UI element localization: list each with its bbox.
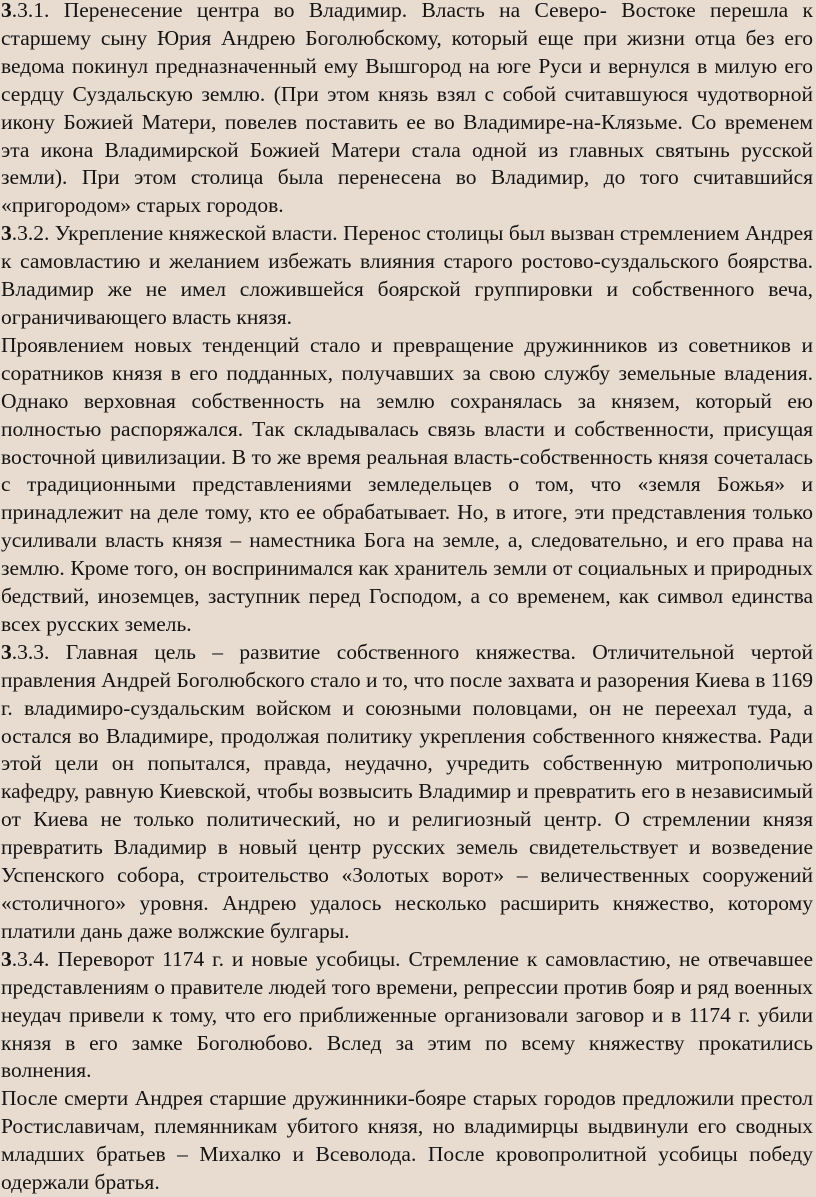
section-number-bold: 3 (1, 0, 12, 22)
paragraph-text: После смерти Андрея старшие дружинники-бояре старых городов предложили престол Ростиславичам, племянникам убитого князя, но владимирцы выдвинули его сводных младших братьев – Михалко и Всеволода. После кровопролитной усобицы победу одержали братья. (1, 1086, 813, 1195)
section-number: .3.1. (11, 0, 50, 22)
section-number-bold: 3 (1, 946, 12, 971)
paragraph-text: Укрепление княжеской власти. Перенос столицы был вызван стремлением Андрея к самовластию и желанием избежать влияния старого ростово-суздальского боярства. Владимир же не имел сложившейся боярской группировки и собственного веча, ограничивающего власть князя. (1, 221, 813, 329)
section-number-bold: 3 (1, 221, 12, 246)
paragraph-text: Главная цель – развитие собственного княжества. Отличительной чертой правления Андрей Боголюбского стало и то, что после захвата и разорения Киева в 1169 г. владимиро-суздальским войском и союзными половцами, он не переехал туда, а остался во Владимире, продолжая политику укрепления собственного княжества. Ради этой цели он попытался, правда, неудачно, учредить собственную митрополичью кафедру, равную Киевской, чтобы возвысить Владимир и превратить его в независимый от Киева не только политический, но и религиозный центр. О стремлении князя превратить Владимир в новый центр русских земель свидетельствует и возведение Успенского собора, строительство «Золотых ворот» – величественных сооружений «столичного» уровня. Андрею удалось несколько расширить княжество, которому платили дань даже волжские булгары. (1, 639, 813, 943)
section-number-bold: 3 (1, 639, 12, 664)
paragraph-text: Проявлением новых тенденций стало и превращение дружинников из советников и соратников князя в его подданных, получавших за свою службу земельные владения. Однако верховная собственность на землю сохранялась за князем, который ею полностью распоряжался. Так складывалась связь власти и собственности, присущая восточной цивилизации. В то же время реальная власть-собственность князя сочеталась с традиционными представлениями земледельцев о том, что «земля Божья» и принадлежит на деле тому, кто ее обрабатывает. Но, в итоге, эти представления только усиливали власть князя – наместника Бога на земле, а, следовательно, и его права на землю. Кроме того, он воспринимался как хранитель земли от социальных и природных бедствий, иноземцев, заступник перед Господом, а со временем, как символ единства всех русских земель. (1, 332, 813, 636)
paragraph-continuation (1, 332, 813, 639)
section-number: .3.2. (11, 221, 50, 246)
paragraph-continuation (1, 1085, 813, 1197)
paragraph-text: Перенесение центра во Владимир. Власть на Северо- Востоке перешла к старшему сыну Юрия Андрею Боголюбскому, который еще при жизни отца без его ведома покинул предназначенный ему Вышгород на юге Руси и вернулся в милую его сердцу Суздальскую землю. (При этом князь взял с собой считавшуюся чудотворной икону Божией Матери, повелев поставить ее во Владимире-на-Клязьме. Со временем эта икона Владимирской Божией Матери стала одной из главных святынь русской земли). При этом столица была перенесена во Владимир, до того считавшийся «пригородом» старых городов. (1, 0, 813, 218)
section-number: .3.3. (11, 639, 50, 664)
section-number: .3.4. (11, 946, 50, 971)
paragraph-3-3-1 (1, 0, 813, 220)
paragraph-3-3-3 (1, 639, 813, 946)
paragraph-text: Переворот 1174 г. и новые усобицы. Стремление к самовластию, не отвечавшее представлениям о правителе людей того времени, репрессии против бояр и ряд военных неудач привели к тому, что его приближенные организовали заговор и в 1174 г. убили князя в его замке Боголюбово. Вслед за этим по всему княжеству прокатились волнения. (1, 946, 813, 1083)
paragraph-3-3-2 (1, 220, 813, 332)
paragraph-3-3-4 (1, 946, 813, 1086)
